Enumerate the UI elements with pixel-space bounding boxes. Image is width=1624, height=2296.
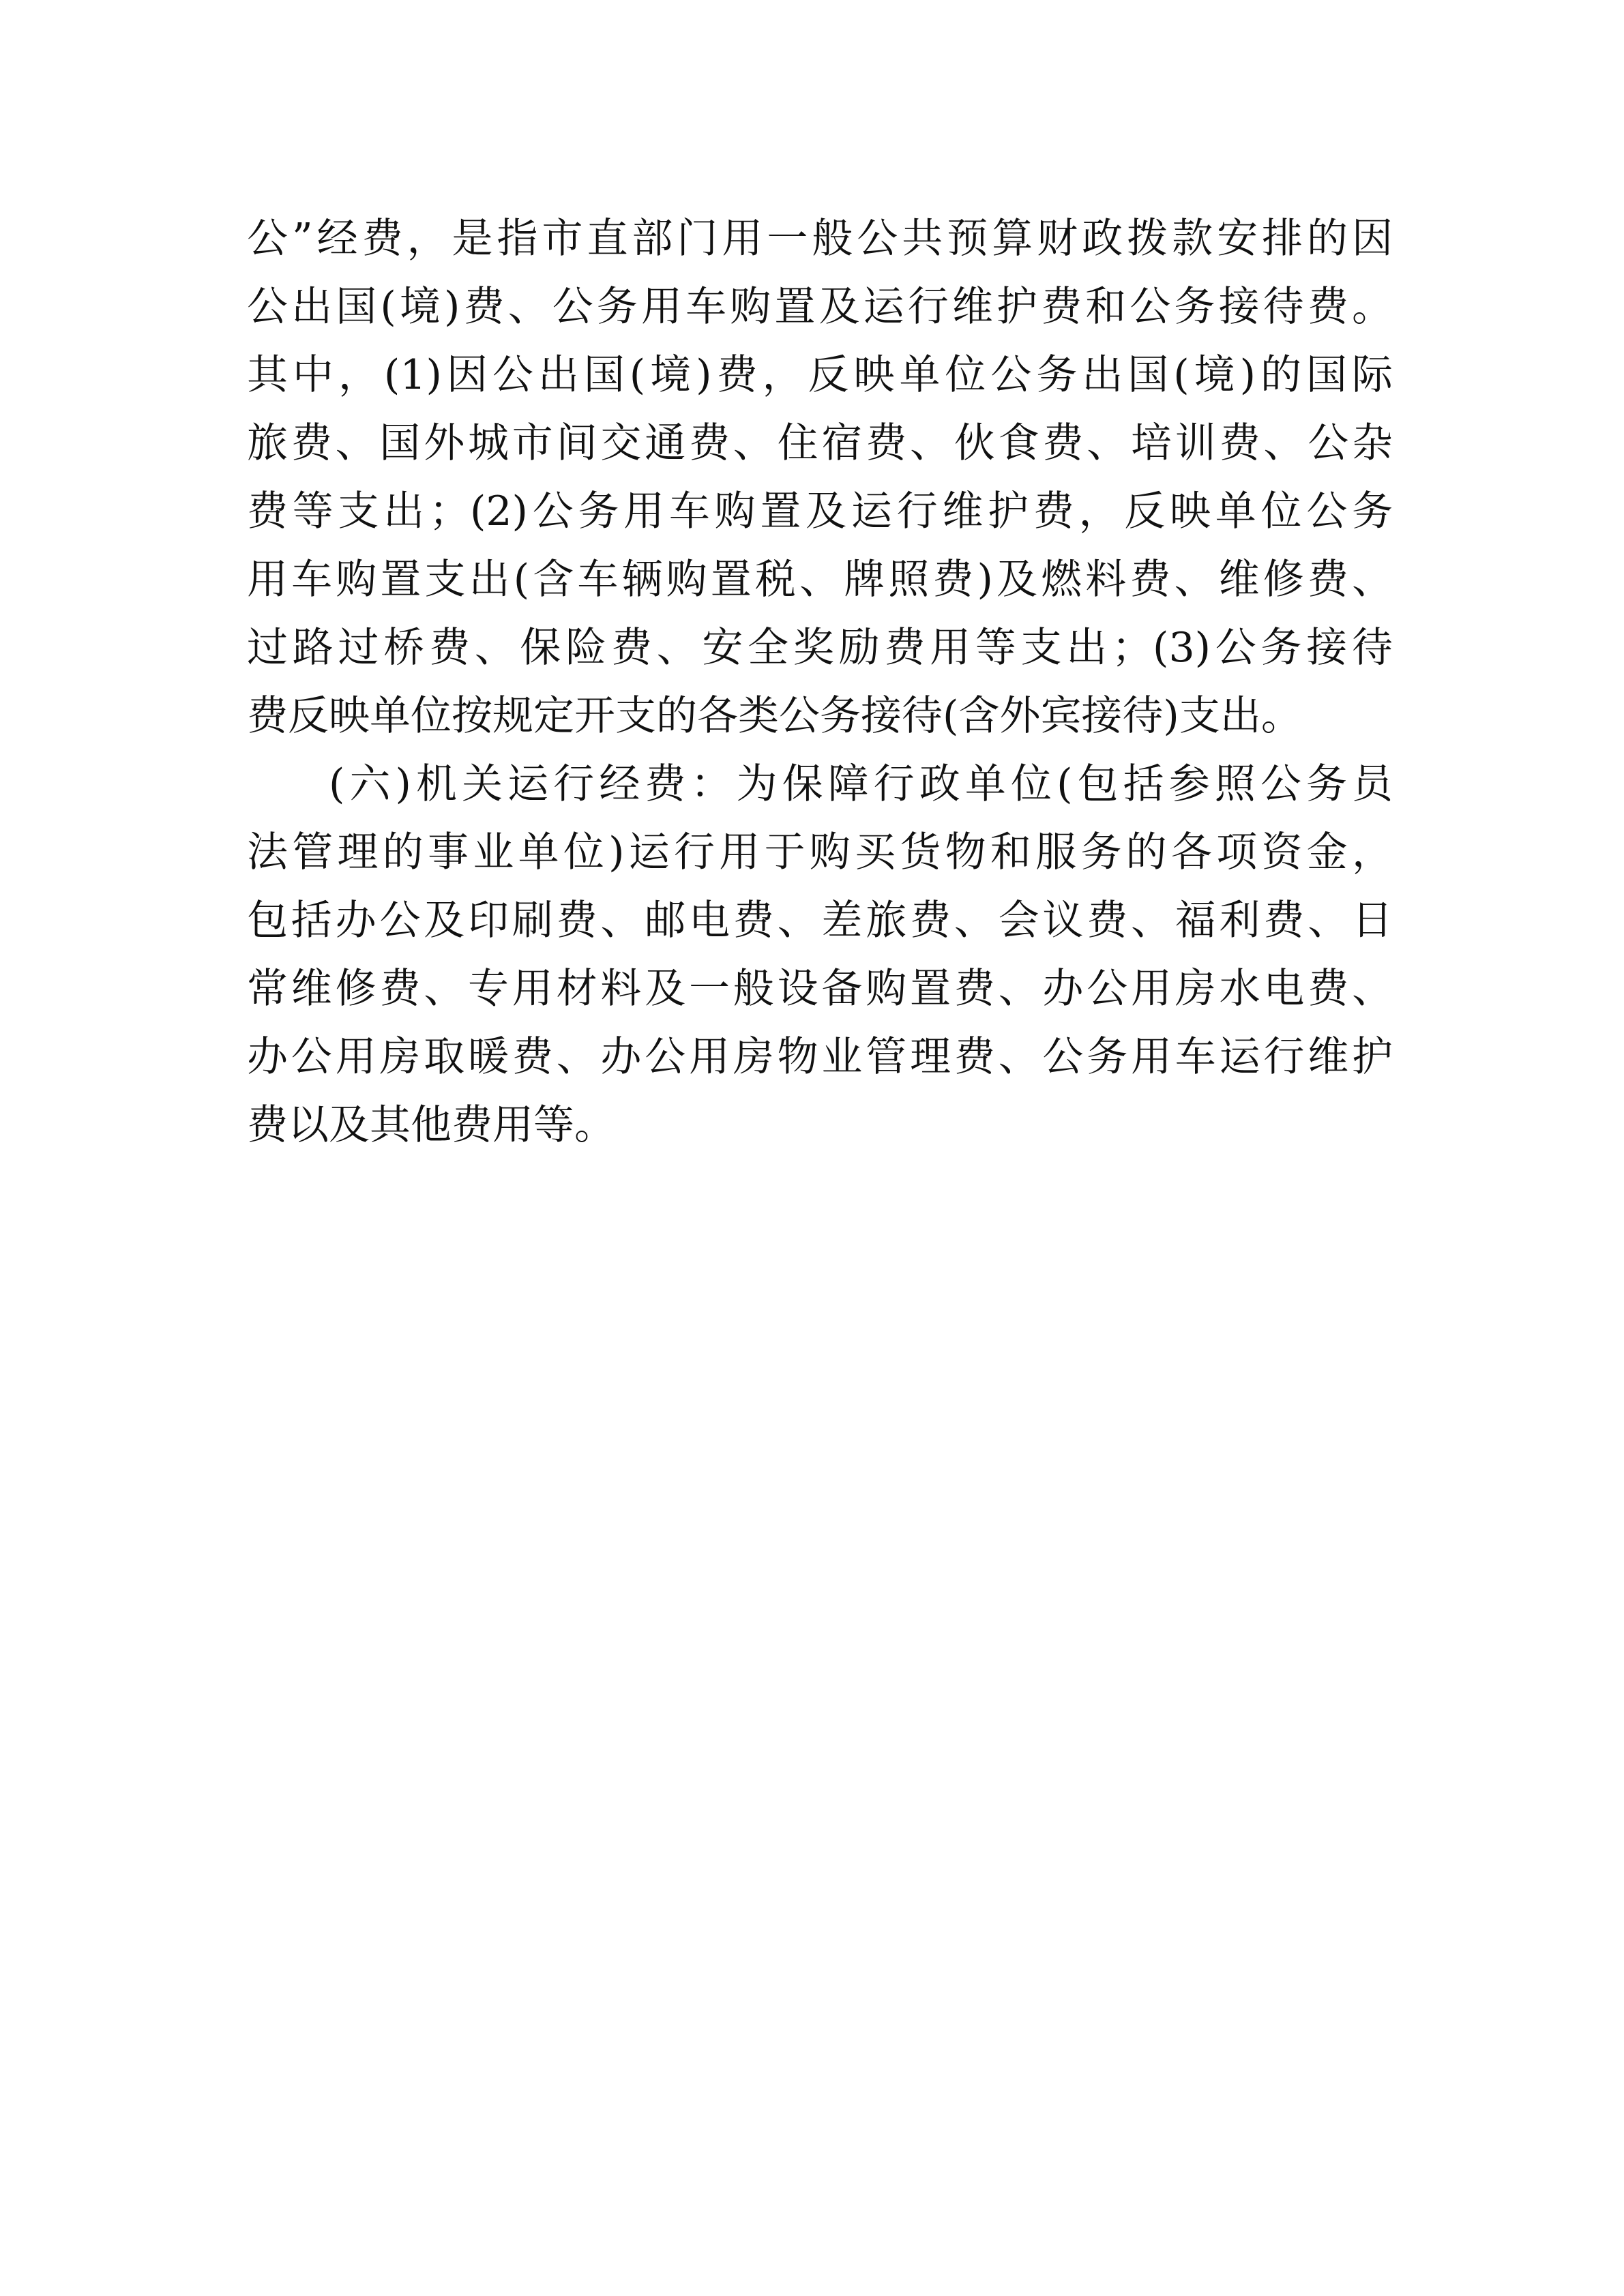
paragraph-three-public-expenses [247, 205, 1393, 750]
document-body [247, 205, 1393, 1159]
text-line: 公出国(境)费、公务用车购置及运行维护费和公务接待费。 [247, 283, 1393, 331]
paragraph-operating-expenses [247, 750, 1393, 1159]
text-line: 过路过桥费、保险费、安全奖励费用等支出；(3)公务接待 [247, 624, 1393, 672]
text-line: 其中，(1)因公出国(境)费，反映单位公务出国(境)的国际 [247, 351, 1393, 399]
text-line: 常维修费、专用材料及一般设备购置费、办公用房水电费、 [247, 965, 1393, 1013]
text-line: 用车购置支出(含车辆购置税、牌照费)及燃料费、维修费、 [247, 556, 1393, 603]
text-line: 费反映单位按规定开支的各类公务接待(含外宾接待)支出。 [247, 692, 1302, 740]
text-line: 法管理的事业单位)运行用于购买货物和服务的各项资金， [247, 829, 1393, 876]
text-line: 公”经费，是指市直部门用一般公共预算财政拨款安排的因 [247, 215, 1393, 263]
text-line: (六)机关运行经费：为保障行政单位(包括参照公务员 [329, 760, 1393, 808]
text-line: 费等支出；(2)公务用车购置及运行维护费，反映单位公务 [247, 488, 1393, 535]
text-line: 办公用房取暖费、办公用房物业管理费、公务用车运行维护 [247, 1033, 1393, 1081]
text-line: 费以及其他费用等。 [247, 1101, 615, 1149]
text-line: 包括办公及印刷费、邮电费、差旅费、会议费、福利费、日 [247, 897, 1393, 944]
text-line: 旅费、国外城市间交通费、住宿费、伙食费、培训费、公杂 [247, 419, 1393, 467]
